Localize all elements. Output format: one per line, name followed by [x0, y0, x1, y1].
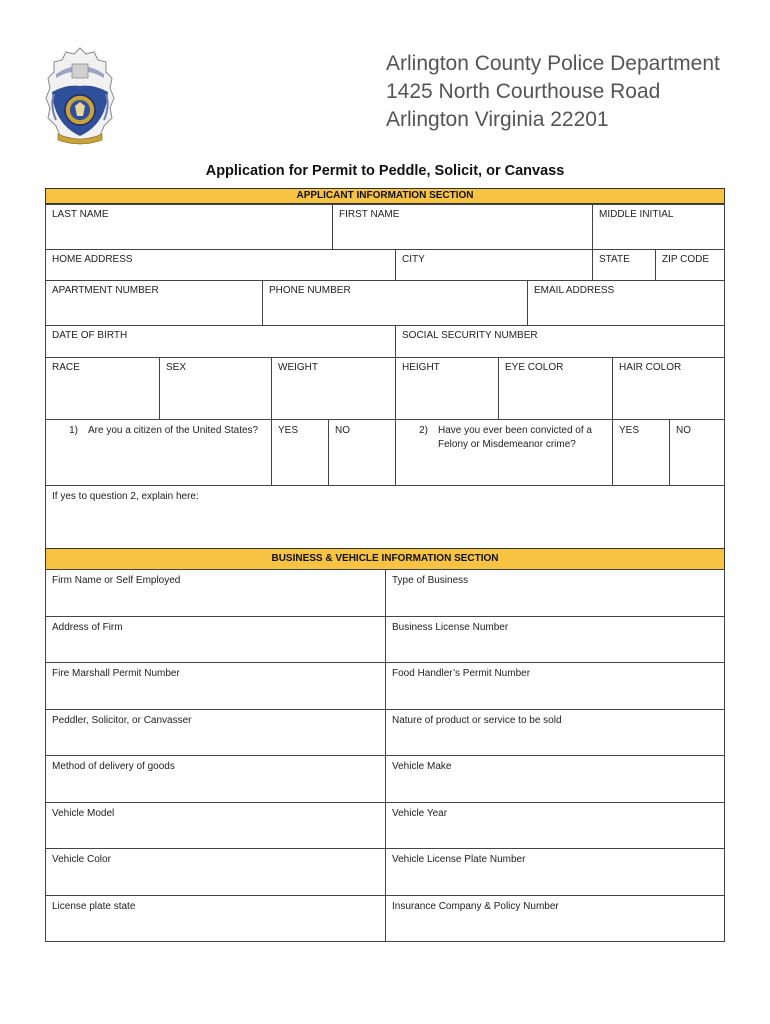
- business-field-right[interactable]: [385, 616, 725, 664]
- business-field-label: Nature of product or service to be sold: [392, 714, 562, 726]
- department-address: [386, 50, 720, 134]
- applicant-section-heading: APPLICANT INFORMATION SECTION: [45, 188, 725, 204]
- race-label: RACE: [52, 362, 80, 373]
- first-name-label: FIRST NAME: [339, 209, 400, 220]
- business-field-right[interactable]: [385, 709, 725, 757]
- date-of-birth-field[interactable]: [45, 325, 396, 358]
- business-field-label: Food Handler’s Permit Number: [392, 668, 531, 679]
- business-field-left[interactable]: [45, 569, 386, 617]
- business-field-label: Vehicle Year: [392, 807, 448, 819]
- height-label: HEIGHT: [402, 362, 440, 373]
- citizenship-question: [45, 419, 272, 486]
- phone-number-field[interactable]: [262, 280, 528, 326]
- business-field-left[interactable]: [45, 848, 386, 896]
- business-field-label: Insurance Company & Policy Number: [392, 900, 559, 912]
- business-field-right[interactable]: [385, 802, 725, 850]
- business-field-label: Vehicle Model: [52, 807, 115, 819]
- yes-label: YES: [619, 425, 640, 436]
- race-field[interactable]: [45, 357, 160, 420]
- business-field-left[interactable]: [45, 616, 386, 664]
- conviction-question: [395, 419, 613, 486]
- department-name: Arlington County Police Department: [386, 52, 720, 75]
- explanation-label: If yes to question 2, explain here:: [52, 491, 199, 502]
- middle-initial-field[interactable]: [592, 204, 725, 250]
- city-field[interactable]: [395, 249, 593, 281]
- first-name-field[interactable]: [332, 204, 593, 250]
- ssn-label: SOCIAL SECURITY NUMBER: [402, 330, 538, 341]
- email-address-label: EMAIL ADDRESS: [534, 285, 615, 296]
- last-name-label: LAST NAME: [52, 209, 109, 220]
- height-field[interactable]: [395, 357, 499, 420]
- question-2-text: Have you ever been convicted of a Felony or Misdemeanor crime?: [438, 425, 592, 450]
- no-label: NO: [335, 425, 350, 436]
- citizenship-yes-box[interactable]: [271, 419, 329, 486]
- home-address-field[interactable]: [45, 249, 396, 281]
- business-field-label: Firm Name or Self Employed: [52, 575, 181, 586]
- zip-code-label: ZIP CODE: [662, 254, 710, 265]
- weight-label: WEIGHT: [278, 362, 318, 373]
- business-field-left[interactable]: [45, 709, 386, 757]
- last-name-field[interactable]: [45, 204, 333, 250]
- weight-field[interactable]: [271, 357, 396, 420]
- business-field-right[interactable]: [385, 569, 725, 617]
- state-field[interactable]: [592, 249, 656, 281]
- apartment-number-field[interactable]: [45, 280, 263, 326]
- police-department-seal-icon: [42, 44, 118, 148]
- sex-field[interactable]: [159, 357, 272, 420]
- question-1-number: 1): [69, 425, 78, 436]
- phone-number-label: PHONE NUMBER: [269, 285, 351, 296]
- business-field-label: Vehicle License Plate Number: [392, 854, 526, 865]
- home-address-label: HOME ADDRESS: [52, 254, 133, 265]
- business-field-right[interactable]: [385, 895, 725, 943]
- business-field-label: Fire Marshall Permit Number: [52, 668, 180, 679]
- middle-initial-label: MIDDLE INITIAL: [599, 209, 674, 220]
- date-of-birth-label: DATE OF BIRTH: [52, 330, 128, 341]
- business-field-right[interactable]: [385, 662, 725, 710]
- form-title: Application for Permit to Peddle, Solicit, or Canvass: [205, 163, 565, 179]
- question-2-number: 2): [419, 425, 428, 436]
- eye-color-label: EYE COLOR: [505, 362, 564, 373]
- business-field-label: Business License Number: [392, 621, 509, 633]
- business-field-label: Vehicle Make: [392, 761, 452, 772]
- conviction-yes-box[interactable]: [612, 419, 670, 486]
- apartment-number-label: APARTMENT NUMBER: [52, 285, 159, 296]
- conviction-no-box[interactable]: [669, 419, 725, 486]
- city-label: CITY: [402, 254, 425, 265]
- business-field-label: Peddler, Solicitor, or Canvasser: [52, 714, 192, 726]
- sex-label: SEX: [166, 362, 187, 373]
- no-label: NO: [676, 425, 691, 436]
- business-field-label: Type of Business: [392, 575, 469, 586]
- business-field-label: Vehicle Color: [52, 854, 111, 865]
- business-field-label: License plate state: [52, 900, 136, 912]
- business-section-heading: BUSINESS & VEHICLE INFORMATION SECTION: [45, 548, 725, 570]
- email-address-field[interactable]: [527, 280, 725, 326]
- business-field-left[interactable]: [45, 802, 386, 850]
- business-field-label: Method of delivery of goods: [52, 761, 175, 772]
- business-field-label: Address of Firm: [52, 621, 123, 633]
- zip-code-field[interactable]: [655, 249, 725, 281]
- yes-label: YES: [278, 425, 299, 436]
- city-state-zip: Arlington Virginia 22201: [386, 108, 609, 131]
- business-field-right[interactable]: [385, 848, 725, 896]
- state-label: STATE: [599, 254, 630, 265]
- business-field-left[interactable]: [45, 662, 386, 710]
- explanation-field[interactable]: [45, 485, 725, 549]
- eye-color-field[interactable]: [498, 357, 613, 420]
- citizenship-no-box[interactable]: [328, 419, 396, 486]
- business-field-left[interactable]: [45, 755, 386, 803]
- business-field-right[interactable]: [385, 755, 725, 803]
- hair-color-field[interactable]: [612, 357, 725, 420]
- ssn-field[interactable]: [395, 325, 725, 358]
- question-1-text: Are you a citizen of the United States?: [88, 425, 259, 436]
- street-address: 1425 North Courthouse Road: [386, 80, 661, 103]
- business-field-left[interactable]: [45, 895, 386, 943]
- hair-color-label: HAIR COLOR: [619, 362, 682, 373]
